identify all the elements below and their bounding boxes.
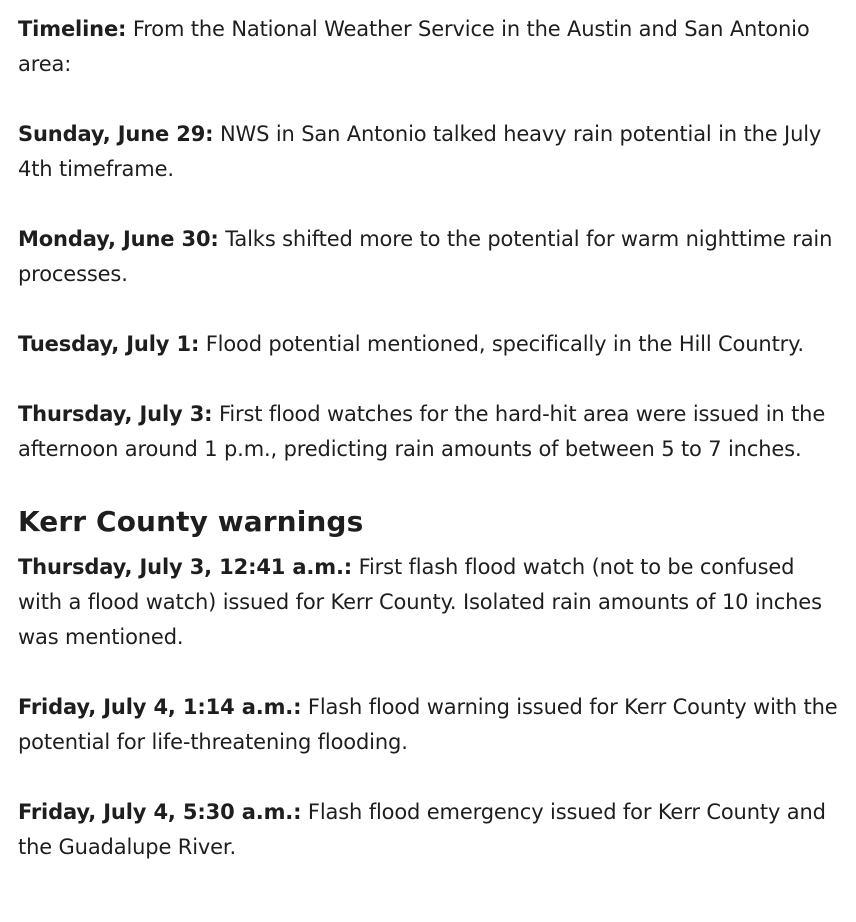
entry-text: Flash flood emergency issued for Kerr County and the Guadalupe River. xyxy=(18,800,826,859)
entry-date: Thursday, July 3: xyxy=(18,402,213,426)
entry-text: Flash flood warning issued for Kerr County with the potential for life-threatening flooding. xyxy=(18,695,838,754)
entry-text: NWS in San Antonio talked heavy rain potential in the July 4th timeframe. xyxy=(18,122,822,181)
kerr-county-heading: Kerr County warnings xyxy=(18,505,364,538)
entry-date: Friday, July 4, 5:30 a.m.: xyxy=(18,800,302,824)
entry-date: Tuesday, July 1: xyxy=(18,332,200,356)
entry-date: Sunday, June 29: xyxy=(18,122,214,146)
entry-text: First flash flood watch (not to be confused with a flood watch) issued for Kerr County. Isolated rain amounts of 10 inches was mentioned. xyxy=(18,555,822,649)
timeline-intro-text: From the National Weather Service in the Austin and San Antonio area: xyxy=(18,17,810,76)
kerr-entry-emergency xyxy=(18,795,844,865)
kerr-entry-watch xyxy=(18,550,844,655)
entry-date: Monday, June 30: xyxy=(18,227,219,251)
entry-text: Flood potential mentioned, specifically in the Hill Country. xyxy=(199,332,804,356)
entry-text: Talks shifted more to the potential for warm nighttime rain processes. xyxy=(18,227,833,286)
timeline-intro xyxy=(18,12,844,82)
timeline-entry-tuesday xyxy=(18,327,844,362)
timeline-entry-thursday xyxy=(18,397,844,467)
timeline-entry-sunday xyxy=(18,117,844,187)
entry-text: First flood watches for the hard-hit area were issued in the afternoon around 1 p.m., predicting rain amounts of between 5 to 7 inches. xyxy=(18,402,826,461)
entry-date: Thursday, July 3, 12:41 a.m.: xyxy=(18,555,353,579)
timeline-entry-monday xyxy=(18,222,844,292)
entry-date: Friday, July 4, 1:14 a.m.: xyxy=(18,695,302,719)
kerr-entry-warning xyxy=(18,690,844,760)
timeline-label: Timeline: xyxy=(18,17,127,41)
